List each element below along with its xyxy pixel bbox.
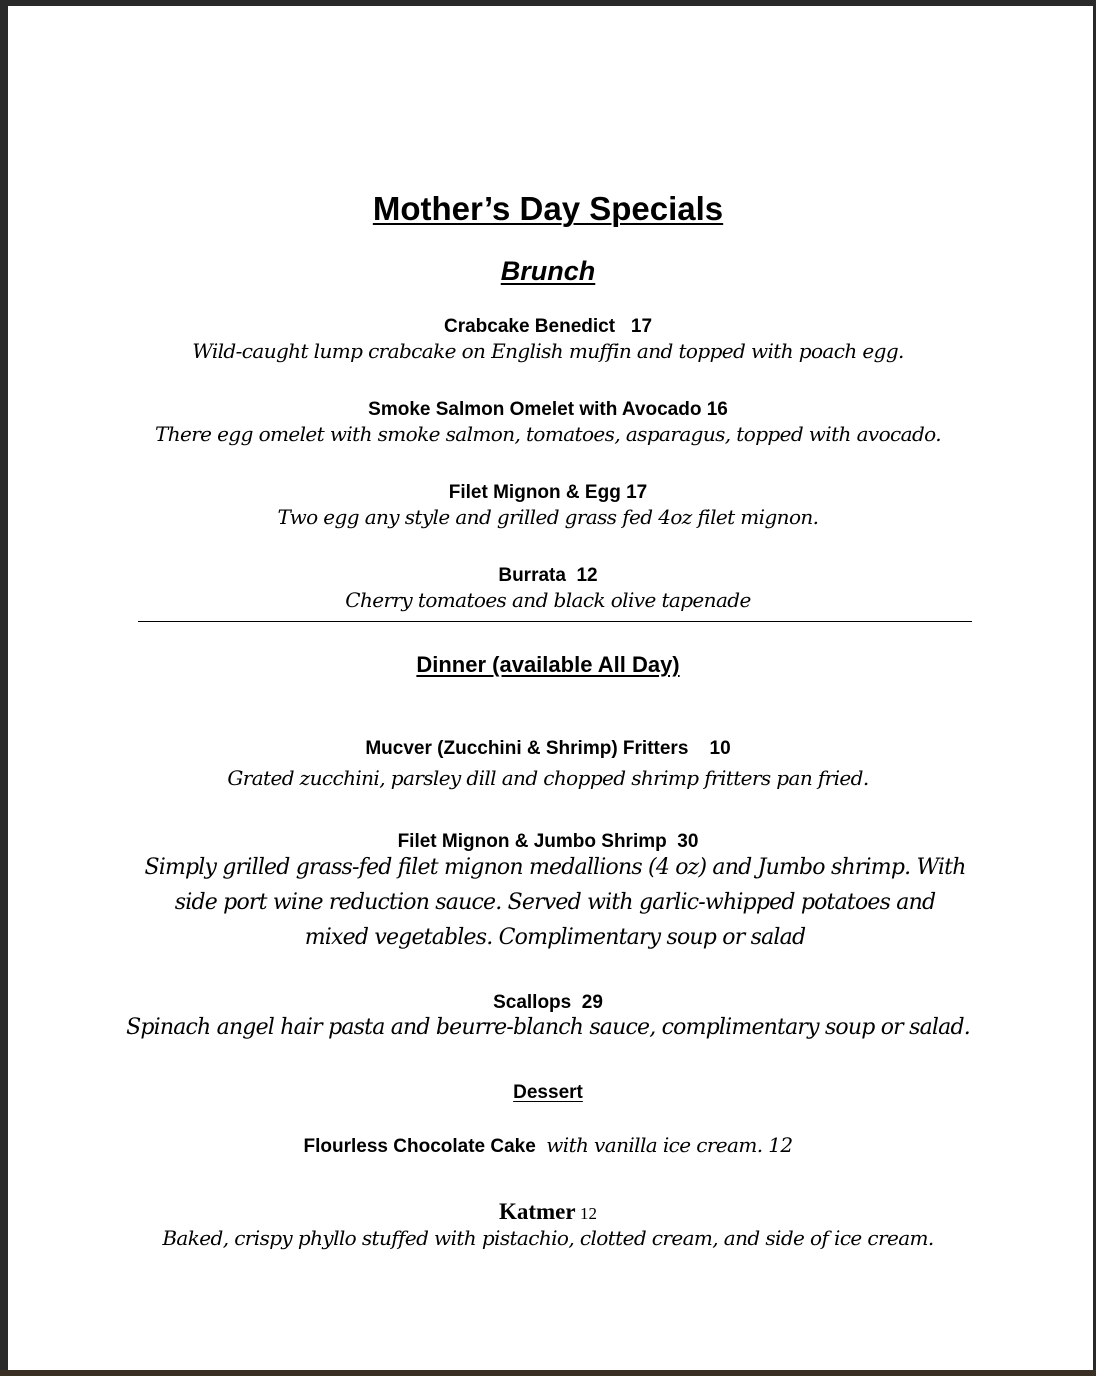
menu-item-name: Crabcake Benedict 17 bbox=[443, 316, 653, 337]
brunch-heading: Brunch bbox=[500, 256, 596, 286]
menu-item-description: with vanilla ice cream. 12 bbox=[546, 1133, 793, 1157]
dessert-item-line bbox=[0, 1199, 1096, 1225]
menu-item-name: Burrata 12 bbox=[498, 565, 598, 586]
bottom-strip bbox=[0, 1370, 1096, 1376]
dessert-heading: Dessert bbox=[513, 1082, 583, 1103]
menu-item-description: Wild-caught lump crabcake on English muffin and topped with poach egg. bbox=[192, 339, 904, 363]
menu-item-name: Mucver (Zucchini & Shrimp) Fritters 10 bbox=[365, 738, 731, 759]
menu-item-description: Spinach angel hair pasta and beurre-blanch sauce, complimentary soup or salad. bbox=[126, 1015, 970, 1040]
menu-item-name: Katmer bbox=[498, 1199, 576, 1224]
menu-item-description: Baked, crispy phyllo stuffed with pistachio, clotted cream, and side of ice cream. bbox=[162, 1226, 934, 1250]
menu-item-description: Two egg any style and grilled grass fed 4oz filet mignon. bbox=[277, 505, 819, 529]
menu-item-name: Filet Mignon & Egg 17 bbox=[448, 482, 648, 503]
page-title: Mother’s Day Specials bbox=[372, 190, 724, 227]
section-divider bbox=[138, 621, 972, 622]
menu-item-description: Cherry tomatoes and black olive tapenade bbox=[345, 588, 751, 612]
dessert-item-line bbox=[0, 1133, 1096, 1158]
menu-item-description: Grated zucchini, parsley dill and chopped shrimp fritters pan fried. bbox=[227, 766, 869, 790]
menu-item-name: Filet Mignon & Jumbo Shrimp 30 bbox=[397, 831, 699, 852]
menu-item-name: Smoke Salmon Omelet with Avocado 16 bbox=[368, 399, 728, 420]
menu-item-name: Flourless Chocolate Cake bbox=[303, 1136, 536, 1157]
menu-item-description: Simply grilled grass-fed filet mignon medallions (4 oz) and Jumbo shrimp. With side port wine reduction sauce. Served with garlic-whipped potatoes and mixed vegetables. Complimentary soup or salad bbox=[144, 855, 966, 950]
menu-item-description: There egg omelet with smoke salmon, tomatoes, asparagus, topped with avocado. bbox=[154, 422, 942, 446]
dinner-heading: Dinner (available All Day) bbox=[416, 652, 680, 677]
menu-item-price: 12 bbox=[580, 1204, 598, 1223]
menu-item-name: Scallops 29 bbox=[493, 992, 603, 1013]
